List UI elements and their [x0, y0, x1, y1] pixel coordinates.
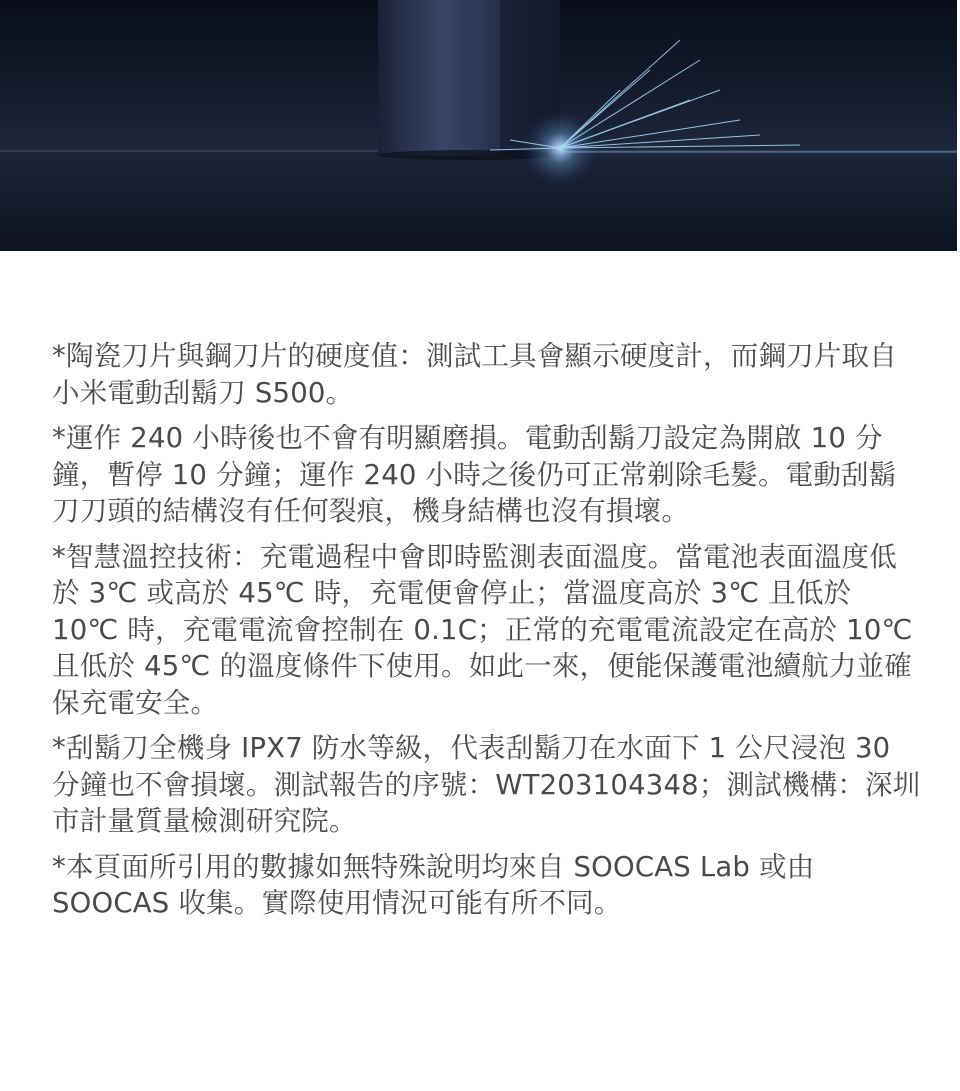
note-hardness: *陶瓷刀片與鋼刀片的硬度值：測試工具會顯示硬度計，而鋼刀片取自小米電動刮鬍刀 S500。 [52, 340, 897, 409]
hero-image [0, 0, 957, 251]
note-durability: *運作 240 小時後也不會有明顯磨損。電動刮鬍刀設定為開啟 10 分鐘，暫停 10 分鐘；運作 240 小時之後仍可正常剃除毛髮。電動刮鬍刀刀頭的結構沒有任何裂痕，機身結構也沒有損壞。 [52, 422, 897, 527]
note-temperature-control: *智慧溫控技術：充電過程中會即時監測表面溫度。當電池表面溫度低於 3℃ 或高於 45℃ 時，充電便會停止；當溫度高於 3℃ 且低於 10℃ 時，充電電流會控制在 0.1C；正常的充電電流設定在高於 10℃ 且低於 45℃ 的溫度條件下使用。如此一來，便能保護電池續航力並確保充電安全。 [52, 540, 913, 719]
shaver-spark-illustration [0, 0, 957, 251]
note-waterproof: *刮鬍刀全機身 IPX7 防水等級，代表刮鬍刀在水面下 1 公尺浸泡 30 分鐘也不會損壞。測試報告的序號：WT203104348；測試機構：深圳市計量質量檢測研究院。 [52, 732, 921, 837]
disclaimer-notes [52, 338, 922, 931]
note-data-source: *本頁面所引用的數據如無特殊說明均來自 SOOCAS Lab 或由 SOOCAS 收集。實際使用情況可能有所不同。 [52, 850, 815, 919]
